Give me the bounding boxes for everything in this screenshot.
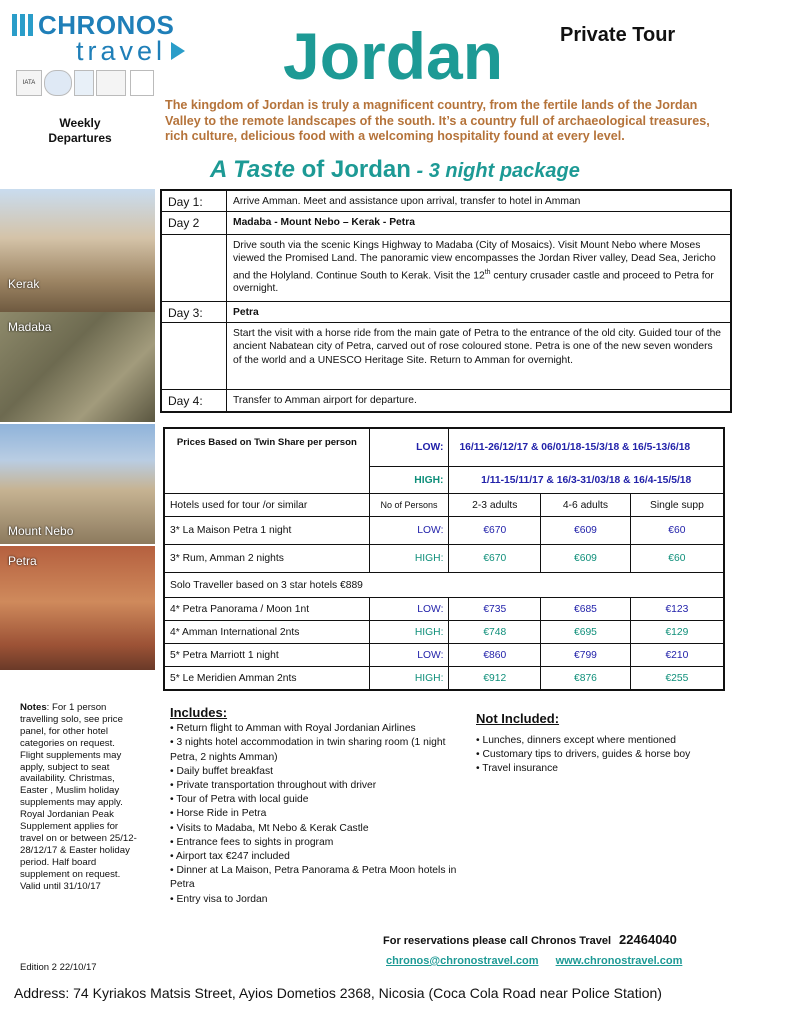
price-2-3: €860 xyxy=(449,644,541,667)
association-badge-icon xyxy=(44,70,72,96)
list-item: • Horse Ride in Petra xyxy=(170,807,470,821)
certification-badge-icon xyxy=(96,70,126,96)
logo-arrow-icon xyxy=(171,42,185,60)
day2-text-a: Drive south via the scenic Kings Highway to Madaba (City of Mosaics). Visit Mount Nebo where Moses viewed the Promised Land. The panoramic view encompasses the Jordan River valley, Dead Sea, Jericho and the Holyland. Continue South to Kerak. Visit the 12 xyxy=(233,240,716,282)
email-link[interactable]: chronos@chronostravel.com xyxy=(386,955,539,967)
includes-section xyxy=(170,706,470,907)
logo-bars-icon xyxy=(12,14,36,36)
list-item: • Daily buffet breakfast xyxy=(170,765,470,779)
hotel-name: 5* Le Meridien Amman 2nts xyxy=(164,667,369,691)
madaba-photo xyxy=(0,312,155,422)
season-label: HIGH: xyxy=(369,667,449,691)
hotel-name: 3* Rum, Amman 2 nights xyxy=(164,545,369,573)
day-label-empty xyxy=(162,323,227,389)
price-4-6: €799 xyxy=(541,644,631,667)
price-row xyxy=(164,644,724,667)
day-text: Start the visit with a horse ride from the main gate of Petra to the entrance of the old city. Guided tour of the ancient Nabatean city of Petra, carved out of rose coloured stone. Petra is one of the new seven wonders of the world and a UNESCO Heritage Site. Return to Amman for overnight. xyxy=(233,328,722,366)
notes-text: : For 1 person travelling solo, see price panel, for other hotel categories on request. Flight supplements may apply, subject to seat availability. Christmas, Easter , Muslim holiday supplements may apply. Royal Jordanian Peak Supplement applies for travel on or between 25/12-28/12/17 & Easter holiday period. Half board supplement on request. Valid until 31/10/17 xyxy=(20,702,137,892)
list-item: • Customary tips to drivers, guides & horse boy xyxy=(476,748,756,762)
price-row xyxy=(164,598,724,621)
itinerary-row-day3-title xyxy=(162,302,730,323)
hotel-name: 5* Petra Marriott 1 night xyxy=(164,644,369,667)
price-row xyxy=(164,545,724,573)
private-tour-label: Private Tour xyxy=(560,24,676,46)
solo-traveller: Solo Traveller based on 3 star hotels €889 xyxy=(164,573,724,598)
season-label: HIGH: xyxy=(369,621,449,644)
day-title: Madaba - Mount Nebo – Kerak - Petra xyxy=(233,217,415,228)
list-item: • Dinner at La Maison, Petra Panorama & Petra Moon hotels in Petra xyxy=(170,864,470,892)
list-item: • Lunches, dinners except where mentioned xyxy=(476,734,756,748)
not-included-section xyxy=(476,712,756,776)
price-2-3: €670 xyxy=(449,517,541,545)
price-single: €123 xyxy=(630,598,724,621)
col-2-3-adults: 2-3 adults xyxy=(449,494,541,517)
weekly-departures: Weekly Departures xyxy=(48,116,112,145)
price-single: €60 xyxy=(630,517,724,545)
itinerary-row-day2-text xyxy=(162,235,730,302)
price-4-6: €609 xyxy=(541,545,631,573)
day-title: Petra xyxy=(233,307,259,318)
website-link[interactable]: www.chronostravel.com xyxy=(555,955,683,967)
high-dates: 1/11-15/11/17 & 16/3-31/03/18 & 16/4-15/5/18 xyxy=(449,467,724,494)
package-title-night: - 3 night package xyxy=(410,160,580,182)
day-label: Day 4: xyxy=(162,390,227,411)
address-line: Address: 74 Kyriakos Matsis Street, Ayios Dometios 2368, Nicosia (Coca Cola Road near Police Station) xyxy=(14,985,662,1001)
hotel-name: 4* Petra Panorama / Moon 1nt xyxy=(164,598,369,621)
day-label-empty xyxy=(162,235,227,301)
list-item: • Entrance fees to sights in program xyxy=(170,836,470,850)
price-row-low xyxy=(164,428,724,467)
day-label: Day 2 xyxy=(162,212,227,234)
price-header-row xyxy=(164,494,724,517)
not-included-list xyxy=(476,734,756,776)
reservations-line xyxy=(383,932,677,947)
price-2-3: €748 xyxy=(449,621,541,644)
itinerary-row-day3-text xyxy=(162,323,730,390)
price-4-6: €876 xyxy=(541,667,631,691)
list-item: • 3 nights hotel accommodation in twin sharing room (1 night Petra, 2 nights Amman) xyxy=(170,736,470,764)
price-row xyxy=(164,517,724,545)
kerak-photo xyxy=(0,189,155,312)
madaba-caption: Madaba xyxy=(8,320,52,334)
price-2-3: €670 xyxy=(449,545,541,573)
petra-caption: Petra xyxy=(8,554,37,568)
price-table xyxy=(163,427,725,691)
day-label: Day 3: xyxy=(162,302,227,322)
season-label: HIGH: xyxy=(369,545,449,573)
low-label: LOW: xyxy=(369,428,449,467)
list-item: • Private transportation throughout with driver xyxy=(170,779,470,793)
price-4-6: €685 xyxy=(541,598,631,621)
itinerary-table xyxy=(160,189,732,413)
list-item: • Tour of Petra with local guide xyxy=(170,793,470,807)
intro-text: The kingdom of Jordan is truly a magnificent country, from the fertile lands of the Jordan Valley to the remote landscapes of the south. It’s a country full of archaeological treasures, rich culture, delicious food with a welcoming hospitality found at every level. xyxy=(165,98,710,144)
price-2-3: €735 xyxy=(449,598,541,621)
price-single: €60 xyxy=(630,545,724,573)
hotel-name: 4* Amman International 2nts xyxy=(164,621,369,644)
high-label: HIGH: xyxy=(369,467,449,494)
logo-main: CHRONOS xyxy=(38,10,175,40)
mount-nebo-caption: Mount Nebo xyxy=(8,524,74,538)
petra-photo xyxy=(0,546,155,670)
hotel-name: 3* La Maison Petra 1 night xyxy=(164,517,369,545)
itinerary-row-day2-title xyxy=(162,212,730,235)
list-item: • Return flight to Amman with Royal Jordanian Airlines xyxy=(170,722,470,736)
col-4-6-adults: 4-6 adults xyxy=(541,494,631,517)
day-label: Day 1: xyxy=(162,191,227,211)
day2-text-b: century crusader castle and proceed to Petra for overnight. xyxy=(233,270,714,295)
day2-sup: th xyxy=(484,268,491,276)
includes-title: Includes: xyxy=(170,705,228,720)
mount-nebo-photo xyxy=(0,424,155,544)
logo-sub: travel xyxy=(76,36,167,66)
includes-list xyxy=(170,722,470,907)
package-title-of: of Jordan xyxy=(294,156,411,183)
season-label: LOW: xyxy=(369,598,449,621)
price-row xyxy=(164,667,724,691)
itinerary-row-day4 xyxy=(162,390,730,411)
prices-based-on: Prices Based on Twin Share per person xyxy=(164,428,369,494)
solo-row xyxy=(164,573,724,598)
not-included-title: Not Included: xyxy=(476,711,560,726)
price-single: €210 xyxy=(630,644,724,667)
reservations-text: For reservations please call Chronos Travel xyxy=(383,935,612,947)
phone-number: 22464040 xyxy=(619,932,677,947)
notes-label: Notes xyxy=(20,702,47,713)
list-item: • Airport tax €247 included xyxy=(170,850,470,864)
price-4-6: €695 xyxy=(541,621,631,644)
price-single: €129 xyxy=(630,621,724,644)
col-single-supp: Single supp xyxy=(630,494,724,517)
hotels-label: Hotels used for tour /or similar xyxy=(164,494,369,517)
page-title: Jordan xyxy=(283,19,504,93)
list-item: • Entry visa to Jordan xyxy=(170,893,470,907)
package-title-a: A Taste xyxy=(210,156,295,183)
day-text xyxy=(227,235,730,301)
low-dates: 16/11-26/12/17 & 06/01/18-15/3/18 & 16/5-13/6/18 xyxy=(449,428,724,467)
tourism-badge-icon xyxy=(130,70,154,96)
package-title xyxy=(210,156,580,184)
iata-badge: IATA xyxy=(16,70,42,96)
edition-label: Edition 2 22/10/17 xyxy=(20,962,97,973)
kerak-caption: Kerak xyxy=(8,277,40,291)
season-label: LOW: xyxy=(369,644,449,667)
price-row xyxy=(164,621,724,644)
notes xyxy=(20,702,140,893)
persons-label: No of Persons xyxy=(369,494,449,517)
itinerary-row-day1 xyxy=(162,191,730,212)
membership-badge-icon xyxy=(74,70,94,96)
season-label: LOW: xyxy=(369,517,449,545)
price-4-6: €609 xyxy=(541,517,631,545)
price-single: €255 xyxy=(630,667,724,691)
day-text: Arrive Amman. Meet and assistance upon arrival, transfer to hotel in Amman xyxy=(233,196,581,207)
day-text: Transfer to Amman airport for departure. xyxy=(233,395,417,406)
contact-links xyxy=(386,955,696,967)
list-item: • Travel insurance xyxy=(476,762,756,776)
price-2-3: €912 xyxy=(449,667,541,691)
list-item: • Visits to Madaba, Mt Nebo & Kerak Castle xyxy=(170,822,470,836)
